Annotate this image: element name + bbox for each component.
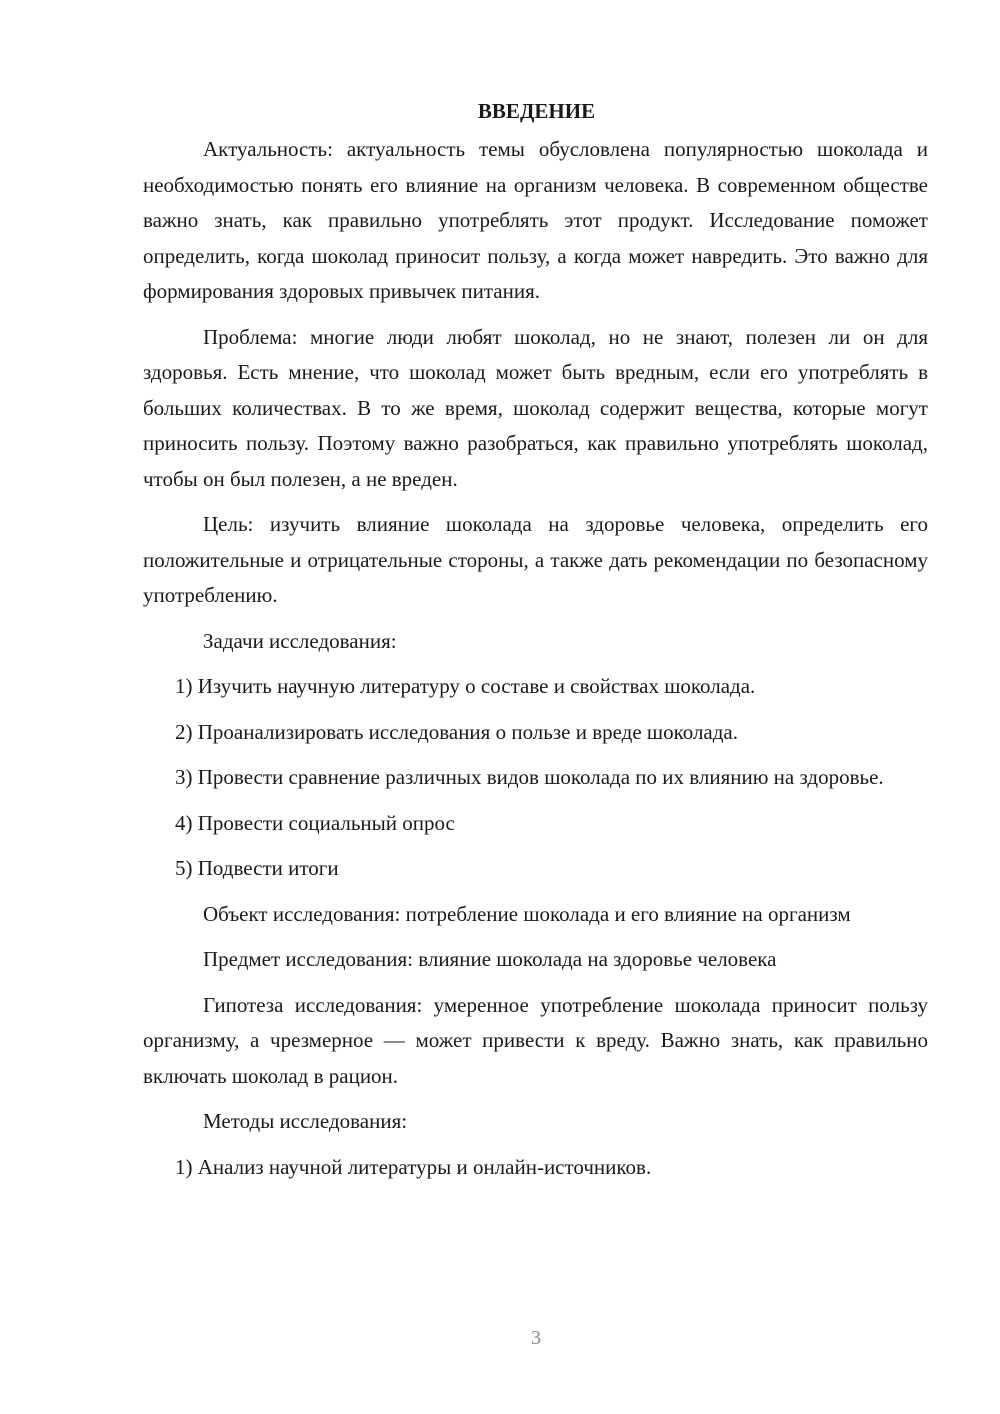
page-number: 3	[531, 1327, 541, 1349]
object-paragraph: Объект исследования: потребление шоколада и его влияние на организм	[203, 901, 851, 926]
methods-title: Методы исследования:	[203, 1109, 408, 1133]
hypothesis-paragraph: Гипотеза исследования: умеренное употребление шоколада приносит пользу организму, а чрезмерное — может привести к вреду. Важно знать, как правильно включать шоколад в рацион.	[143, 992, 928, 1088]
task-item: 1) Изучить научную литературу о составе и свойствах шоколада.	[175, 674, 756, 698]
tasks-title: Задачи исследования:	[203, 628, 397, 653]
task-item: 3) Провести сравнение различных видов шоколада по их влиянию на здоровье.	[175, 765, 884, 789]
problem-paragraph: Проблема: многие люди любят шоколад, но не знают, полезен ли он для здоровья. Есть мнение, что шоколад может быть вредным, если его употреблять в больших количествах. В то же время, шоколад содержит вещества, которые могут приносить пользу. Поэтому важно разобраться, как правильно употреблять шоколад, чтобы он был полезен, а не вреден.	[143, 324, 928, 491]
task-item: 5) Подвести итоги	[175, 856, 339, 880]
document-page	[143, 93, 928, 1195]
relevance-paragraph: Актуальность: актуальность темы обусловлена популярностью шоколада и необходимостью понять его влияние на организм человека. В современном обществе важно знать, как правильно употреблять этот продукт. Исследование поможет определить, когда шоколад приносит пользу, а когда может навредить. Это важно для формирования здоровых привычек питания.	[143, 137, 928, 303]
page-title: ВВЕДЕНИЕ	[477, 99, 596, 123]
method-item: 1) Анализ научной литературы и онлайн-источников.	[175, 1154, 652, 1179]
subject-paragraph: Предмет исследования: влияние шоколада на здоровье человека	[203, 947, 777, 971]
task-item: 2) Проанализировать исследования о пользе и вреде шоколада.	[175, 719, 739, 744]
goal-paragraph: Цель: изучить влияние шоколада на здоровье человека, определить его положительные и отрицательные стороны, а также дать рекомендации по безопасному употреблению.	[143, 512, 928, 607]
task-item: 4) Провести социальный опрос	[175, 810, 455, 835]
